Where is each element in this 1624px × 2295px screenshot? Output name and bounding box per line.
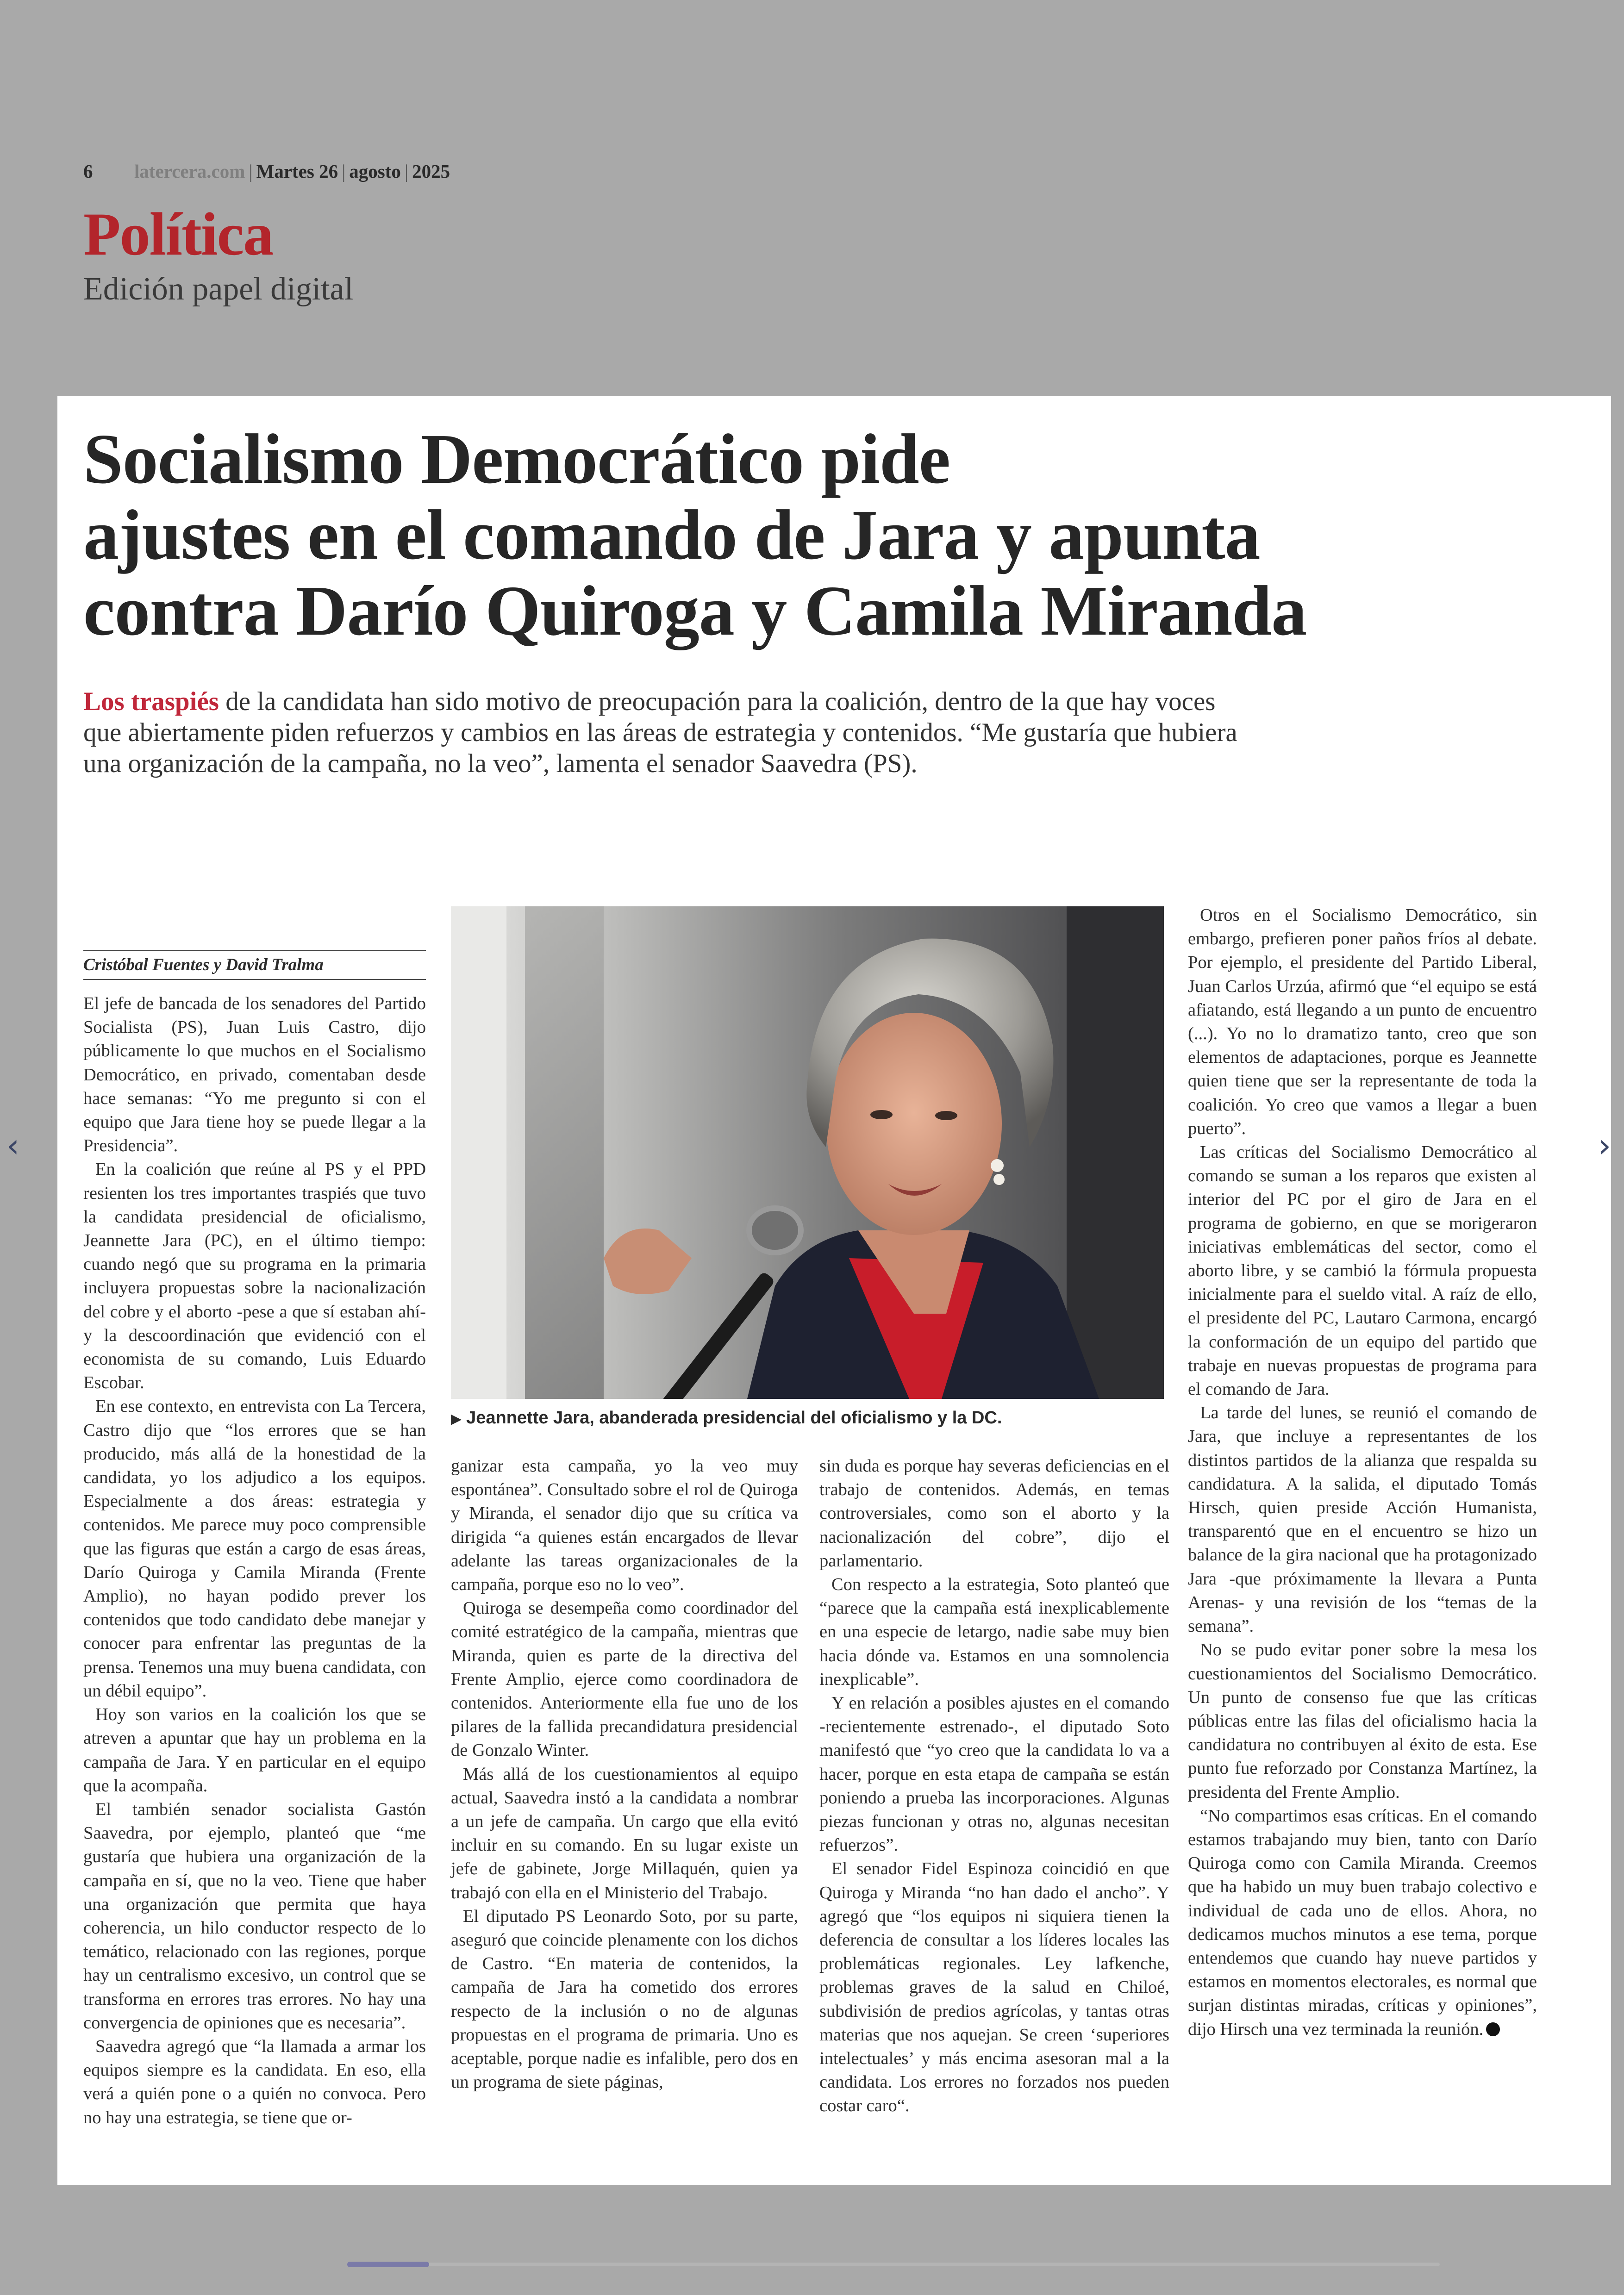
chevron-left-icon[interactable]: ‹ [6,1127,19,1165]
paragraph: No se pudo evitar poner sobre la mesa los cuestionamientos del Socialismo Democrático. Un punto de consenso fue que las críticas públicas entre las filas del oficialismo hacia la candidatura no contribuyen al éxito de esta. Ese punto fue reforzado por Constanza Martínez, la presidenta del Frente Amplio. [1188,1640,1537,1802]
date-weekday: Martes 26 [256,161,338,182]
paragraph: Hoy son varios en la coalición los que se atreven a apuntar que hay un problema en la campaña de Jara. Y en particular en el equipo que la acompaña. [83,1705,426,1796]
issue-info-line: 6 latercera.com | Martes 26 | agosto | 2025 [83,161,450,182]
paragraph: El senador Fidel Espinoza coincidió en que Quiroga y Miranda “no han dado el ancho”. Y agregó que “los equipos ni siquiera tienen la deferencia de consultar a los líderes locales las problemáticas regionales. Ley lafkenche, problemas graves de la salud en Chiloé, subdivisión de predios agrícolas, y tantas otras materias que nos aquejan. Se creen ‘superiores intelectuales’ y más encima asesoran mal a la candidata. Los errores no forzados nos pueden costar caro“. [819,1859,1169,2116]
byline: Cristóbal Fuentes y David Tralma [83,950,426,980]
paragraph: “No compartimos esas críticas. En el comando estamos trabajando muy bien, tanto con Darío Quiroga como con Camila Miranda. Creemos que ha habido un muy buen trabajo colectivo e individual de cada uno de ellos. Ahora, no dedicamos muchos minutos a ese tema, porque entendemos que cuando hay nueve partidos y estamos en momentos electorales, es normal que surjan distintas miradas, críticas y opiniones”, dijo Hirsch una vez terminada la reunión. [1188,1806,1537,2039]
caption-text: Jeannette Jara, abanderada presidencial del oficialismo y la DC. [466,1408,1002,1428]
newspaper-page [57,396,1611,2185]
headline-line: Socialismo Democrático pide [83,420,950,499]
paragraph: El jefe de bancada de los senadores del Partido Socialista (PS), Juan Luis Castro, dijo públicamente lo que muchos en el Socialismo Democrático, en privado, comentaban desde hace semanas: “Yo me pregunto si con el equipo que Jara tiene hoy se puede llegar a la Presidencia”. [83,994,426,1156]
article-column-2 [451,1454,798,2094]
section-title: Política [83,200,273,268]
end-of-article-mark [1486,2022,1500,2036]
paragraph: Más allá de los cuestionamientos al equipo actual, Saavedra instó a la candidata a nombrar a un jefe de campaña. Un cargo que ella evitó incluir en su comando. En su lugar existe un jefe de gabinete, Jorge Millaquén, quien ya trabajó con ella en el Ministerio del Trabajo. [451,1764,798,1902]
paragraph: Otros en el Socialismo Democrático, sin embargo, prefieren poner paños fríos al debate. Por ejemplo, el presidente del Partido Liberal, Juan Carlos Urzúa, afirmó que “el equipo se está afiatando, está llegando a un punto de encuentro (...). Yo no lo dramatizo tanto, creo que son elementos de adaptaciones, porque es Jeannette quien tiene que ser la representante de toda la coalición. Yo creo que vamos a llegar a buen puerto”. [1188,905,1537,1138]
portrait-photo-illustration [451,906,1164,1399]
paragraph: sin duda es porque hay severas deficiencias en el trabajo de contenidos. Además, en temas controversiales, como son el aborto y la nacionalización del cobre”, dijo el parlamentario. [819,1456,1169,1571]
paragraph: ganizar esta campaña, yo la veo muy espontánea”. Consultado sobre el rol de Quiroga y Miranda, el senador dijo que su crítica va dirigida “a quienes están encargados de llevar adelante las tareas organizacionales de la campaña, porque eso no lo veo”. [451,1456,798,1595]
date-year: 2025 [412,161,450,182]
site-name: latercera.com [134,161,245,182]
paragraph: La tarde del lunes, se reunió el comando de Jara, que incluye a representantes de los distintos partidos de la alianza que respalda su candidatura. A la salida, el diputado Tomás Hirsch, quien preside Acción Humanista, transparentó que en el encuentro se hizo un balance de la gira nacional que ha protagonizado Jara -que próximamente la llevara a Punta Arenas- y una revisión de los “temas de la semana”. [1188,1403,1537,1636]
paragraph: Y en relación a posibles ajustes en el comando -recientemente estrenado-, el diputado Soto manifestó que “yo creo que la candidata lo va a hacer, porque en esta etapa de campaña se están poniendo a prueba las incorporaciones. Algunas piezas funcionan y otras no, algunas necesitan refuerzos”. [819,1693,1169,1855]
date-month: agosto [349,161,401,182]
article-photo [451,906,1164,1399]
page-progress-track[interactable] [347,2263,1440,2266]
article-column-1 [83,950,426,2130]
paragraph: El también senador socialista Gastón Saavedra, por ejemplo, planteó que “me gustaría que hubiera una organización de la campaña en sí, que no la veo. Tiene que haber una organización que permita que haya coherencia, un hilo conductor respecto de lo temático, relacionado con las regiones, porque hay un centralismo excesivo, un control que se transforma en errores tras errores. No hay una convergencia de opiniones que es necesaria”. [83,1799,426,2033]
paragraph: Las críticas del Socialismo Democrático al comando se suman a los reparos que existen al interior del PC por el giro de Jara en el programa de gobierno, en que se morigeraron iniciativas emblemáticas del sector, como el aborto libre, y se cambió la fórmula propuesta inicialmente para el sueldo vital. A raíz de ello, el presidente del PC, Lautaro Carmona, encargó la conformación de un equipo del partido que trabaje en nuevas propuestas de programa para el comando de Jara. [1188,1142,1537,1399]
article-deck [83,686,1426,779]
deck-line: una organización de la campaña, no la veo”, lamenta el senador Saavedra (PS). [83,749,918,778]
paragraph: En ese contexto, en entrevista con La Tercera, Castro dijo que “los errores que se han producido, más allá de la honestidad de la candidata, yo los adjudico a los equipos. Especialmente a dos áreas: estrategia y contenidos. Me parece muy poco comprensible que las figuras que están a cargo de esas áreas, Darío Quiroga y Camila Miranda (Frente Amplio), no hayan podido prever los contenidos que todo candidato debe manejar y conocer para enfrentar las preguntas de la prensa. Tenemos una muy buena candidata, con un débil equipo”. [83,1397,426,1701]
paragraph: Con respecto a la estrategia, Soto planteó que “parece que la campaña está inexplicablemente en una especie de letargo, nadie sabe muy bien hacia dónde va. Estamos en una somnolencia inexplicable”. [819,1575,1169,1689]
edition-label: Edición papel digital [83,271,354,307]
article-headline [83,421,1565,649]
next-page-button[interactable] [1598,1127,1611,1165]
page-progress-indicator[interactable] [347,2262,429,2267]
article-column-3 [819,1454,1169,2118]
photo-caption [451,1408,1002,1428]
paragraph: El diputado PS Leonardo Soto, por su parte, aseguró que coincide plenamente con los dichos de Castro. “En materia de contenidos, la campaña de Jara ha cometido dos errores respecto de la inclusión o no de algunas propuestas en el programa de primaria. Uno es aceptable, porque nadie es infalible, pero dos en un programa de siete páginas, [451,1906,798,2092]
deck-line: que abiertamente piden refuerzos y cambios en las áreas de estrategia y contenidos. “Me gustaría que hubiera [83,718,1237,747]
deck-kicker: Los traspiés [83,687,219,716]
page-number: 6 [83,161,93,182]
caption-triangle-icon: ▶ [451,1411,462,1427]
article-column-4 [1188,904,1537,2041]
headline-line: contra Darío Quiroga y Camila Miranda [83,572,1307,650]
paragraph: En la coalición que reúne al PS y el PPD resienten los tres importantes traspiés que tuvo la candidata presidencial de oficialismo, Jeannette Jara (PC), en el último tiempo: cuando negó que su programa en la primaria incluyera propuestas sobre la nacionalización del cobre y el aborto -pese a que sí estaban ahí- y la descoordinación que evidenció con el economista de su comando, Luis Eduardo Escobar. [83,1160,426,1393]
deck-line: de la candidata han sido motivo de preocupación para la coalición, dentro de la que hay voces [225,687,1216,716]
chevron-right-icon[interactable]: › [1598,1127,1611,1165]
previous-page-button[interactable] [6,1127,19,1165]
paragraph: Saavedra agregó que “la llamada a armar los equipos siempre es la candidata. En eso, ella verá a quién pone o a quién no convoca. Pero no hay una estrategia, se tiene que or- [83,2036,426,2127]
headline-line: ajustes en el comando de Jara y apunta [83,496,1260,574]
paragraph: Quiroga se desempeña como coordinador del comité estratégico de la campaña, mientras que Miranda, quien es parte de la directiva del Frente Amplio, ejerce como coordinadora de contenidos. Anteriormente ella fue uno de los pilares de la fallida precandidatura presidencial de Gonzalo Winter. [451,1598,798,1760]
